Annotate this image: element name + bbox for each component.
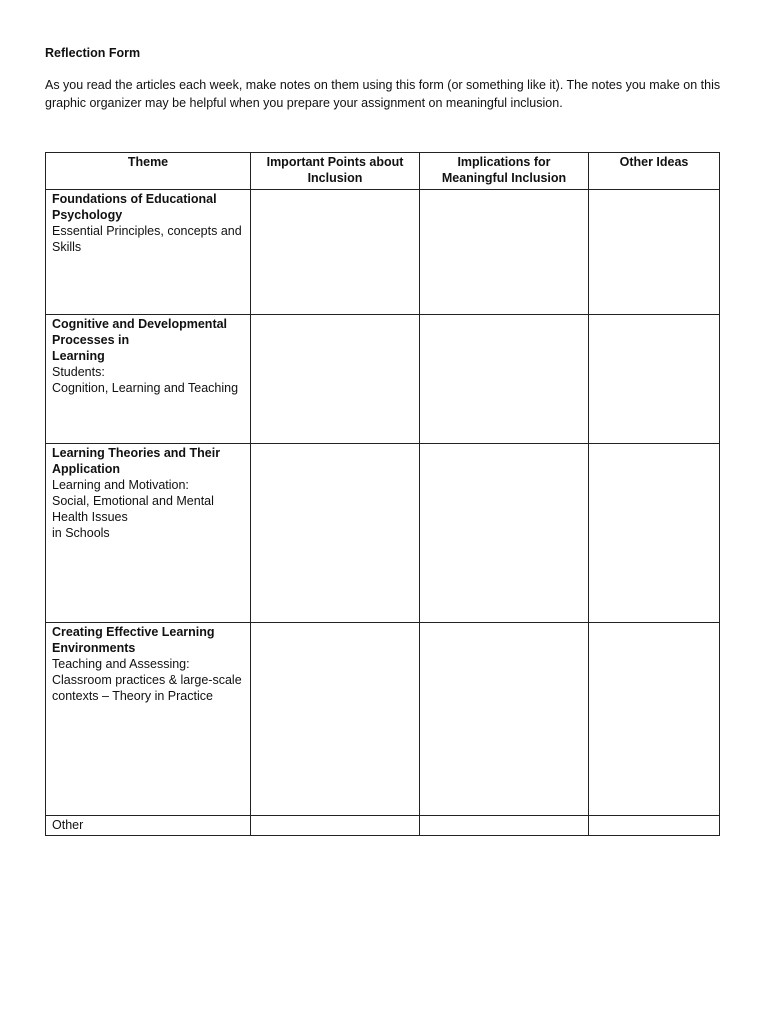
other-ideas-cell[interactable] (589, 816, 720, 836)
document-title: Reflection Form (45, 46, 141, 60)
table-row (46, 623, 720, 816)
important-points-cell[interactable] (251, 190, 420, 315)
theme-subtitle: Essential Principles, concepts and Skills (52, 224, 242, 254)
important-points-cell[interactable] (251, 444, 420, 623)
theme-title: Cognitive and Developmental Processes in Learning (52, 317, 228, 363)
theme-subtitle: Teaching and Assessing: Classroom practices & large-scale contexts – Theory in Practice (52, 657, 242, 703)
theme-subtitle: Other (52, 818, 84, 832)
reflection-table (45, 152, 720, 836)
theme-subtitle: Learning and Motivation: Social, Emotional and Mental Health Issues in Schools (52, 478, 214, 540)
theme-cell (46, 444, 251, 623)
table-row (46, 816, 720, 836)
table-row (46, 190, 720, 315)
implications-cell[interactable] (420, 315, 589, 444)
important-points-cell[interactable] (251, 816, 420, 836)
theme-title: Learning Theories and Their Application (52, 446, 221, 476)
table-row (46, 315, 720, 444)
header-theme: Theme (46, 153, 251, 190)
theme-cell (46, 315, 251, 444)
header-important-points: Important Points about Inclusion (251, 153, 420, 190)
other-ideas-cell[interactable] (589, 190, 720, 315)
theme-title: Foundations of Educational Psychology (52, 192, 217, 222)
table-row (46, 444, 720, 623)
header-implications: Implications for Meaningful Inclusion (420, 153, 589, 190)
implications-cell[interactable] (420, 190, 589, 315)
theme-cell (46, 623, 251, 816)
implications-cell[interactable] (420, 623, 589, 816)
important-points-cell[interactable] (251, 315, 420, 444)
table-header-row (46, 153, 720, 190)
theme-cell (46, 816, 251, 836)
implications-cell[interactable] (420, 816, 589, 836)
other-ideas-cell[interactable] (589, 623, 720, 816)
important-points-cell[interactable] (251, 623, 420, 816)
other-ideas-cell[interactable] (589, 315, 720, 444)
theme-cell (46, 190, 251, 315)
theme-title: Creating Effective Learning Environments (52, 625, 215, 655)
other-ideas-cell[interactable] (589, 444, 720, 623)
theme-subtitle: Students: Cognition, Learning and Teaching (52, 365, 239, 395)
header-other-ideas: Other Ideas (589, 153, 720, 190)
intro-paragraph: As you read the articles each week, make notes on them using this form (or something like it). The notes you make on this graphic organizer may be helpful when you prepare your assignment on meaningful inclusion. (45, 78, 721, 110)
implications-cell[interactable] (420, 444, 589, 623)
